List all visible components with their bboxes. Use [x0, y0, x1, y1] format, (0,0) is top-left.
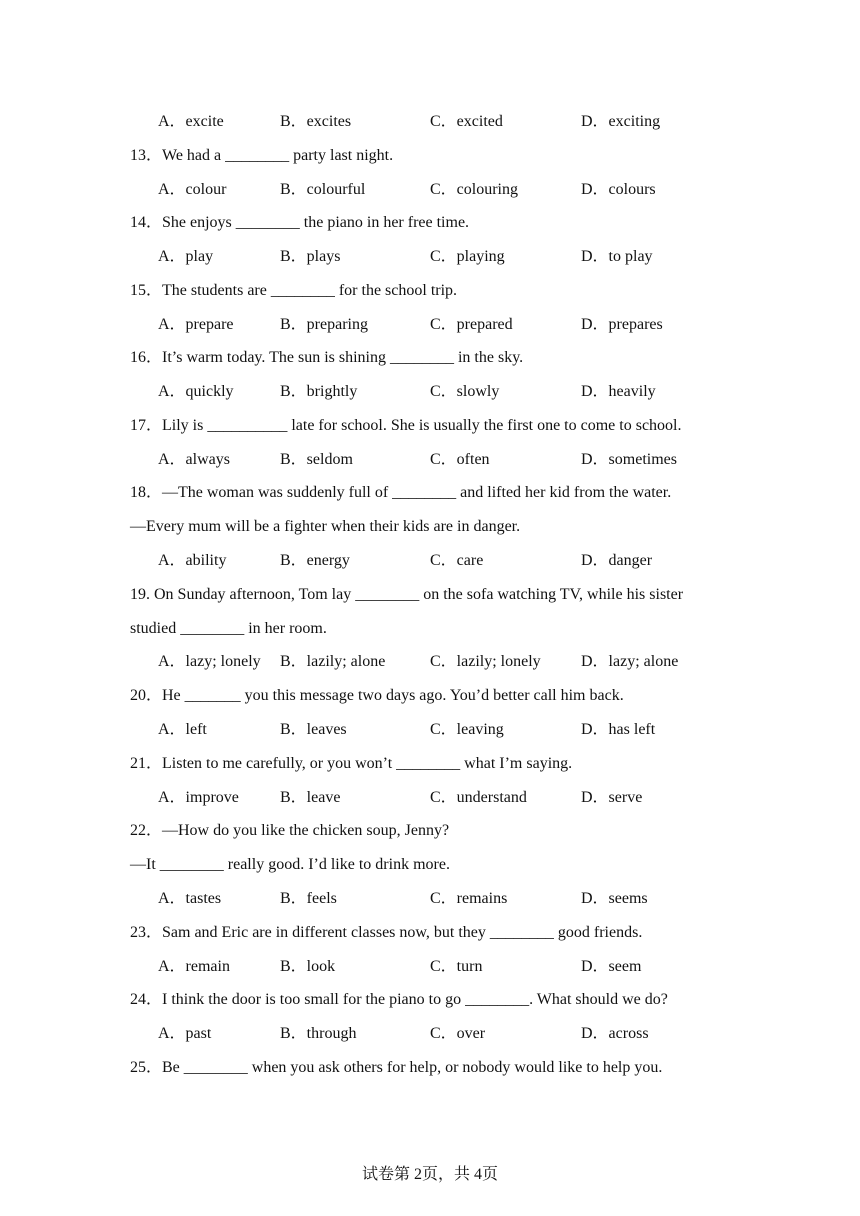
option-b: B．energy — [280, 552, 350, 569]
question-18: 18．—The woman was suddenly full of ________ and lifted her kid from the water. — [130, 484, 672, 501]
option-a: A．ability — [158, 552, 227, 569]
options-row-18 — [0, 551, 860, 571]
option-c: C．turn — [430, 958, 483, 975]
option-c: C．leaving — [430, 721, 504, 738]
options-row-24 — [0, 1024, 860, 1044]
options-row-16 — [0, 382, 860, 402]
option-b: B．brightly — [280, 383, 358, 400]
option-c: C．often — [430, 451, 490, 468]
question-23: 23．Sam and Eric are in different classes now, but they ________ good friends. — [130, 924, 643, 941]
option-c: C．colouring — [430, 181, 518, 198]
option-d: D．exciting — [581, 113, 661, 130]
option-d: D．sometimes — [581, 451, 677, 468]
option-d: D．colours — [581, 181, 656, 198]
option-d: D．seem — [581, 958, 642, 975]
option-d: D．prepares — [581, 316, 663, 333]
options-row-17 — [0, 450, 860, 470]
question-24: 24．I think the door is too small for the piano to go ________. What should we do? — [130, 991, 668, 1008]
option-d: D．across — [581, 1025, 649, 1042]
option-d: D．lazy; alone — [581, 653, 679, 670]
option-c: C．remains — [430, 890, 508, 907]
option-c: C．care — [430, 552, 484, 569]
option-a: A．prepare — [158, 316, 234, 333]
option-d: D．to play — [581, 248, 653, 265]
option-a: A．always — [158, 451, 230, 468]
options-row-22 — [0, 889, 860, 909]
question-22-reply: —It ________ really good. I’d like to drink more. — [130, 856, 450, 873]
option-d: D．has left — [581, 721, 656, 738]
option-b: B．look — [280, 958, 336, 975]
option-a: A．play — [158, 248, 214, 265]
option-a: A．remain — [158, 958, 230, 975]
options-row-21 — [0, 788, 860, 808]
option-c: C．prepared — [430, 316, 513, 333]
option-b: B．feels — [280, 890, 337, 907]
options-row-19 — [0, 652, 860, 672]
option-a: A．left — [158, 721, 207, 738]
question-21: 21．Listen to me carefully, or you won’t ________ what I’m saying. — [130, 755, 573, 772]
option-d: D．serve — [581, 789, 643, 806]
question-25: 25．Be ________ when you ask others for help, or nobody would like to help you. — [130, 1059, 663, 1076]
option-c: C．playing — [430, 248, 505, 265]
option-b: B．leave — [280, 789, 341, 806]
question-15: 15．The students are ________ for the school trip. — [130, 282, 458, 299]
option-a: A．lazy; lonely — [158, 653, 261, 670]
option-c: C．over — [430, 1025, 486, 1042]
question-14: 14．She enjoys ________ the piano in her free time. — [130, 214, 470, 231]
option-b: B．lazily; alone — [280, 653, 386, 670]
option-c: C．lazily; lonely — [430, 653, 541, 670]
option-b: B．through — [280, 1025, 357, 1042]
question-16: 16．It’s warm today. The sun is shining ________ in the sky. — [130, 349, 524, 366]
option-c: C．excited — [430, 113, 503, 130]
options-row-12 — [0, 112, 860, 132]
question-13: 13．We had a ________ party last night. — [130, 147, 394, 164]
option-a: A．past — [158, 1025, 212, 1042]
options-row-23 — [0, 957, 860, 977]
option-d: D．seems — [581, 890, 648, 907]
question-19-cont: studied ________ in her room. — [130, 620, 327, 637]
option-a: A．excite — [158, 113, 224, 130]
options-row-14 — [0, 247, 860, 267]
option-b: B．seldom — [280, 451, 353, 468]
option-b: B．excites — [280, 113, 352, 130]
option-b: B．leaves — [280, 721, 347, 738]
option-a: A．colour — [158, 181, 227, 198]
option-a: A．tastes — [158, 890, 222, 907]
options-row-13 — [0, 180, 860, 200]
question-19: 19. On Sunday afternoon, Tom lay ________ on the sofa watching TV, while his sister — [130, 586, 684, 603]
option-d: D．danger — [581, 552, 653, 569]
option-b: B．preparing — [280, 316, 368, 333]
page-footer: 试卷第 2页，共 4页 — [361, 1166, 498, 1183]
option-a: A．quickly — [158, 383, 234, 400]
option-c: C．slowly — [430, 383, 500, 400]
option-c: C．understand — [430, 789, 527, 806]
question-17: 17．Lily is __________ late for school. She is usually the first one to come to school. — [130, 417, 682, 434]
question-18-reply: —Every mum will be a fighter when their kids are in danger. — [130, 518, 521, 535]
question-20: 20．He _______ you this message two days ago. You’d better call him back. — [130, 687, 624, 704]
option-b: B．plays — [280, 248, 341, 265]
question-22: 22．—How do you like the chicken soup, Jenny? — [130, 822, 450, 839]
option-d: D．heavily — [581, 383, 656, 400]
options-row-15 — [0, 315, 860, 335]
option-a: A．improve — [158, 789, 239, 806]
option-b: B．colourful — [280, 181, 366, 198]
options-row-20 — [0, 720, 860, 740]
